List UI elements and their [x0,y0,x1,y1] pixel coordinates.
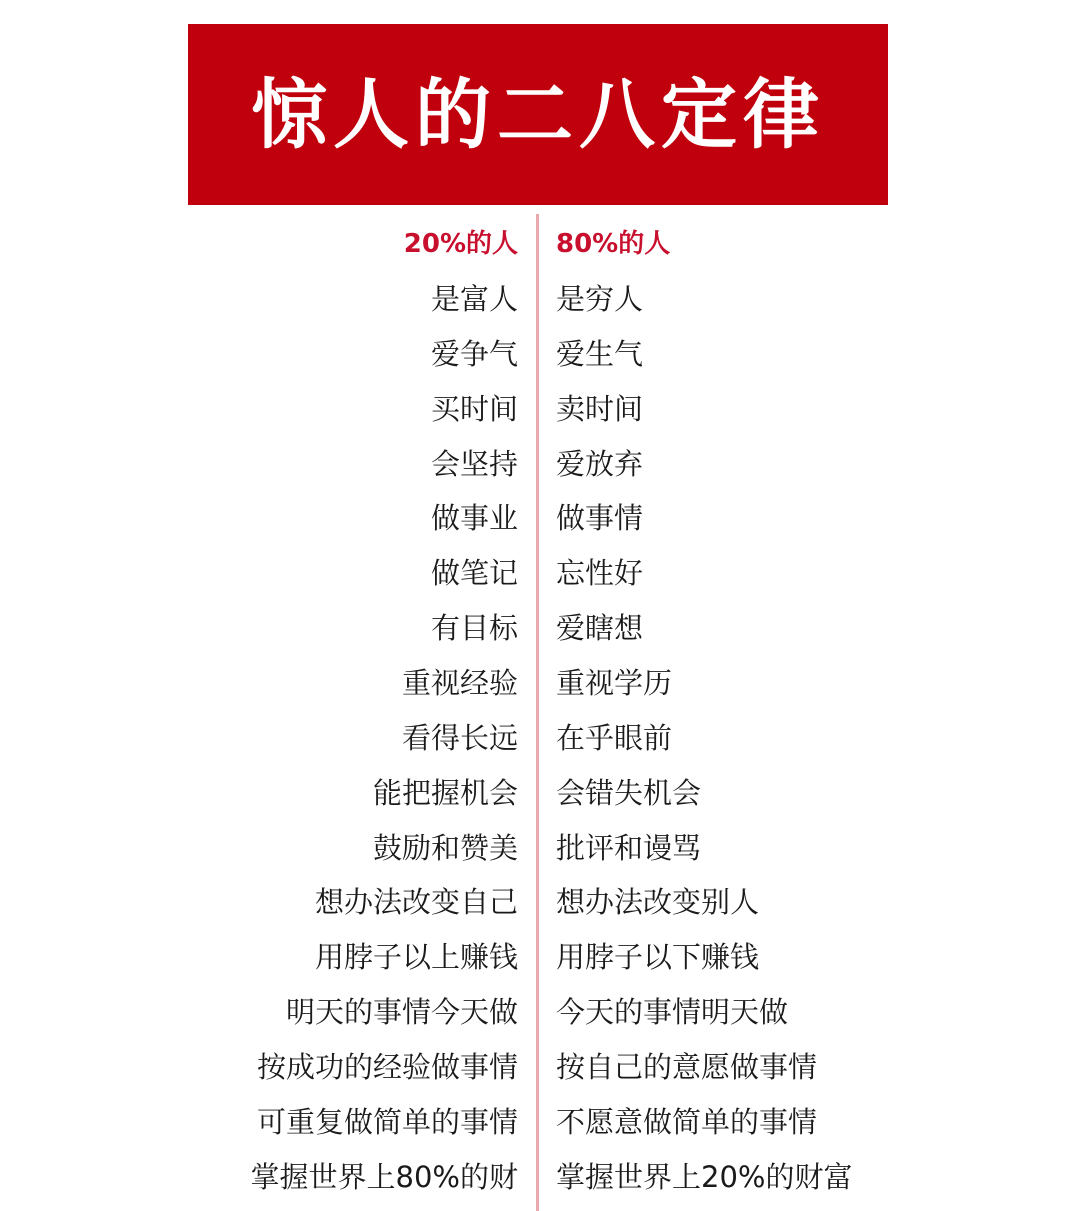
row-left-text: 是富人 [430,282,518,316]
row-left-text: 爱争气 [430,336,518,371]
row-right-text: 忘性好 [556,556,644,591]
row-left-text: 做事业 [430,501,518,536]
comparison-row [0,937,1070,977]
row-right-text: 不愿意做简单的事情 [556,1104,818,1139]
row-left-text: 会坚持 [430,446,518,481]
comparison-row [0,1047,1070,1087]
header-row [0,224,1070,264]
comparison-row [0,553,1070,593]
row-left-text: 鼓励和赞美 [372,830,518,865]
row-right-text: 按自己的意愿做事情 [556,1049,818,1084]
row-left-text: 按成功的经验做事情 [256,1049,518,1084]
row-left-text: 掌握世界上80%的财 [250,1159,518,1194]
row-left-text: 能把握机会 [372,775,518,810]
row-right-text: 爱瞎想 [556,611,644,646]
comparison-row [0,663,1070,703]
row-right-text: 会错失机会 [556,775,702,810]
row-left-text: 买时间 [430,391,518,426]
row-right-text: 批评和谩骂 [556,830,702,865]
row-right-text: 用脖子以下赚钱 [556,940,760,975]
row-right-text: 在乎眼前 [556,720,673,755]
row-left-text: 想办法改变自己 [314,885,518,920]
comparison-row [0,718,1070,758]
row-right-text: 做事情 [556,501,644,536]
comparison-row [0,334,1070,374]
row-right-text: 今天的事情明天做 [556,995,789,1030]
comparison-row [0,992,1070,1032]
comparison-row [0,773,1070,813]
row-left-text: 重视经验 [401,665,518,700]
row-right-text: 掌握世界上20%的财富 [556,1159,853,1194]
row-left-text: 看得长远 [401,720,518,755]
comparison-row [0,828,1070,868]
row-right-text: 爱生气 [556,336,644,371]
comparison-row [0,608,1070,648]
row-right-text: 卖时间 [556,391,644,426]
row-left-text: 做笔记 [430,556,518,591]
header-right: 80%的人 [556,229,671,259]
row-right-text: 重视学历 [556,665,673,700]
comparison-row [0,882,1070,922]
comparison-row [0,444,1070,484]
header-left: 20%的人 [403,229,518,259]
row-right-text: 是穷人 [556,282,644,316]
title-banner [188,24,888,205]
comparison-row [0,1157,1070,1197]
row-right-text: 爱放弃 [556,446,644,481]
row-right-text: 想办法改变别人 [556,885,760,920]
comparison-row [0,1102,1070,1142]
row-left-text: 可重复做简单的事情 [256,1104,518,1139]
comparison-row [0,389,1070,429]
row-left-text: 用脖子以上赚钱 [314,940,518,975]
page-title: 惊人的二八定律 [251,69,825,159]
comparison-row [0,498,1070,538]
row-left-text: 有目标 [430,611,518,646]
comparison-row [0,279,1070,319]
row-left-text: 明天的事情今天做 [285,995,518,1030]
